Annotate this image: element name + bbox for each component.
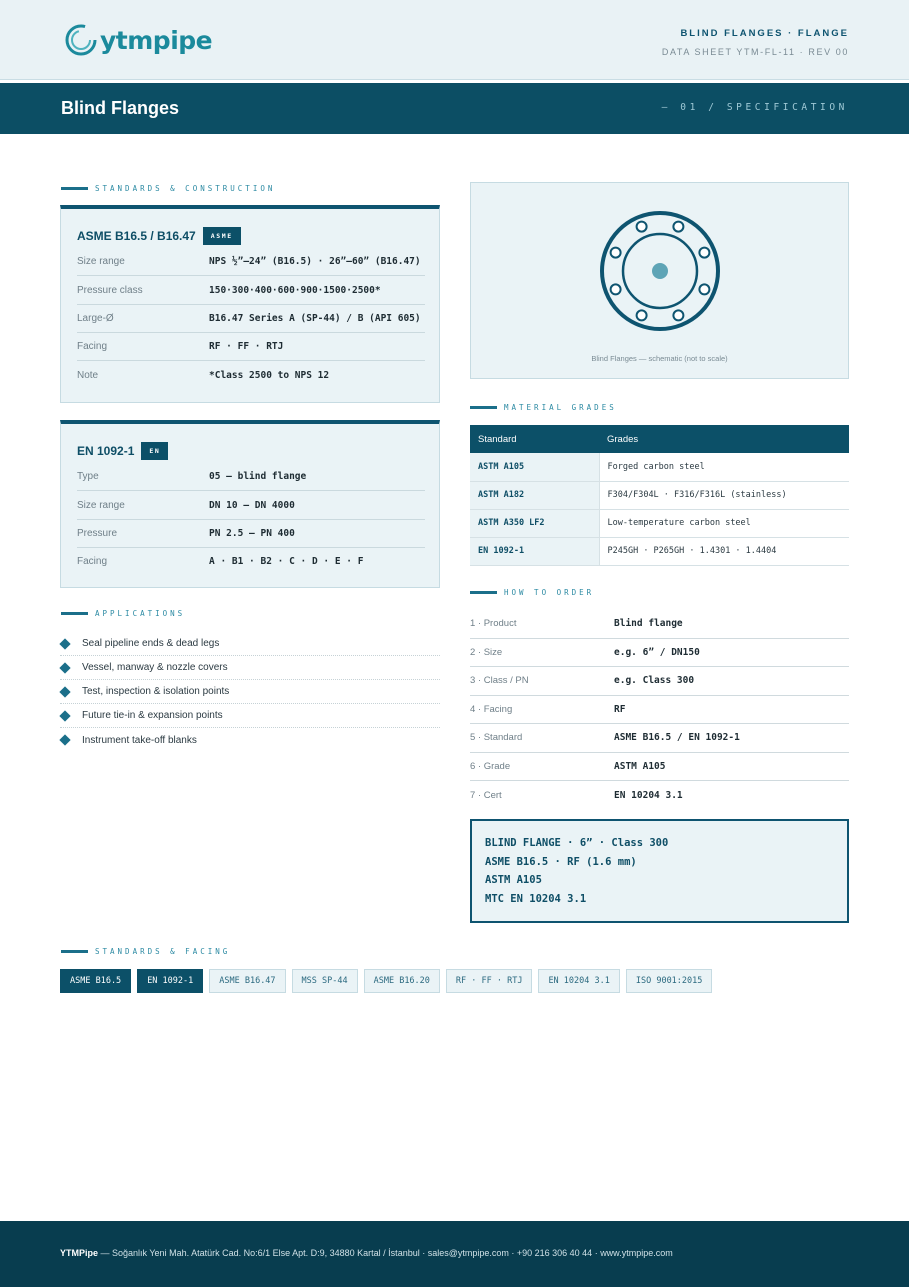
footer-address: — Soğanlık Yeni Mah. Atatürk Cad. No:6/1 Else Apt. D:9, 34880 Kartal / İstanbul · sales@ytmpipe.com · +90 216 306 40 44 · www.ytmpipe.com: [98, 1248, 673, 1258]
section-heading-standards-construction: STANDARDS & CONSTRUCTION: [61, 182, 275, 194]
doc-title: BLIND FLANGES · FLANGE: [680, 28, 849, 39]
footer-contact: [60, 1248, 673, 1258]
page-header: [0, 0, 909, 80]
example-line: BLIND FLANGE · 6” · Class 300: [485, 837, 669, 849]
standard-chip: ASME B16.5: [60, 969, 131, 993]
section-heading-applications: APPLICATIONS: [61, 607, 185, 619]
diamond-bullet-icon: [59, 686, 70, 697]
section-heading-how-to-order: HOW TO ORDER: [470, 586, 594, 598]
diamond-bullet-icon: [59, 734, 70, 745]
order-list: [470, 610, 849, 810]
standard-chip: ISO 9001:2015: [626, 969, 713, 993]
list-item: Instrument take-off blanks: [60, 728, 440, 752]
order-row: 4 · Facing RF: [470, 696, 849, 725]
example-line: ASTM A105: [485, 874, 542, 886]
spec-row: Facing RF · FF · RTJ: [77, 332, 425, 361]
page-footer: [0, 1221, 909, 1287]
applications-list: [60, 632, 440, 752]
en-spec-card: [60, 420, 440, 588]
logo-text: ytmpipe: [100, 25, 213, 55]
list-item: Seal pipeline ends & dead legs: [60, 632, 440, 656]
en-tag: EN: [141, 442, 168, 460]
standard-chip: RF · FF · RTJ: [446, 969, 533, 993]
spec-row: Type 05 — blind flange: [77, 462, 425, 491]
spec-row: Size range NPS ½”–24” (B16.5) · 26”–60” (B16.47): [77, 247, 425, 276]
standard-chip: MSS SP-44: [292, 969, 358, 993]
order-row: 7 · Cert EN 10204 3.1: [470, 789, 683, 801]
diamond-bullet-icon: [59, 638, 70, 649]
spec-row: Pressure class 150·300·400·600·900·1500·2500*: [77, 276, 425, 305]
diamond-bullet-icon: [59, 710, 70, 721]
schematic-caption: Blind Flanges — schematic (not to scale): [591, 354, 728, 363]
order-row: 5 · Standard ASME B16.5 / EN 1092-1: [470, 724, 849, 753]
example-line: MTC EN 10204 3.1: [485, 892, 587, 905]
table-row: ASTM A105 Forged carbon steel: [470, 453, 849, 481]
section-heading-standards-facing: STANDARDS & FACING: [61, 945, 230, 957]
order-row: 6 · Grade ASTM A105: [470, 753, 849, 782]
title-band: [0, 83, 909, 134]
example-line: ASME B16.5 · RF (1.6 mm): [485, 855, 637, 868]
asme-tag: ASME: [203, 227, 241, 245]
table-row: ASTM A350 LF2 Low-temperature carbon steel: [470, 509, 849, 537]
order-row: 1 · Product Blind flange: [470, 610, 849, 639]
standard-chip: EN 1092-1: [137, 969, 203, 993]
list-item: Test, inspection & isolation points: [60, 680, 440, 704]
spec-row: Note *Class 2500 to NPS 12: [77, 370, 330, 381]
column-header-grades: Grades: [599, 425, 849, 453]
company-logo[interactable]: [64, 20, 212, 60]
column-header-standard: Standard: [470, 425, 599, 453]
diamond-bullet-icon: [59, 662, 70, 673]
standards-chips: [60, 969, 718, 993]
material-grades-table: [470, 425, 849, 566]
footer-company: YTMPipe: [60, 1248, 99, 1258]
spec-row: Facing A · B1 · B2 · C · D · E · F: [77, 556, 364, 567]
section-label: — 01 / SPECIFICATION: [661, 102, 848, 113]
spec-row: Size range DN 10 – DN 4000: [77, 491, 425, 520]
standard-chip: EN 10204 3.1: [538, 969, 619, 993]
asme-spec-card: [60, 205, 440, 403]
logo-swirl-icon: [64, 23, 98, 57]
card-title: ASME B16.5 / B16.47: [77, 228, 196, 243]
spec-row: Large-Ø B16.47 Series A (SP-44) / B (API 605): [77, 304, 425, 333]
blind-flange-schematic-icon: [598, 209, 722, 333]
list-item: Future tie-in & expansion points: [60, 704, 440, 728]
list-item: Vessel, manway & nozzle covers: [60, 656, 440, 680]
card-title: EN 1092-1: [77, 443, 135, 458]
table-header-row: [470, 425, 849, 453]
standard-chip: ASME B16.47: [209, 969, 285, 993]
spec-row: Pressure PN 2.5 – PN 400: [77, 519, 425, 548]
doc-subtitle: DATA SHEET YTM-FL-11 · REV 00: [661, 47, 849, 57]
order-row: 3 · Class / PN e.g. Class 300: [470, 667, 849, 696]
page-title: Blind Flanges: [61, 98, 180, 118]
table-row: ASTM A182 F304/F304L · F316/F316L (stainless): [470, 481, 849, 509]
standard-chip: ASME B16.20: [364, 969, 440, 993]
order-example-box: [470, 819, 849, 923]
flange-schematic-panel: [470, 182, 849, 379]
section-heading-material-grades: MATERIAL GRADES: [470, 401, 617, 413]
order-row: 2 · Size e.g. 6” / DN150: [470, 639, 849, 668]
table-row: EN 1092-1 P245GH · P265GH · 1.4301 · 1.4404: [470, 537, 849, 565]
